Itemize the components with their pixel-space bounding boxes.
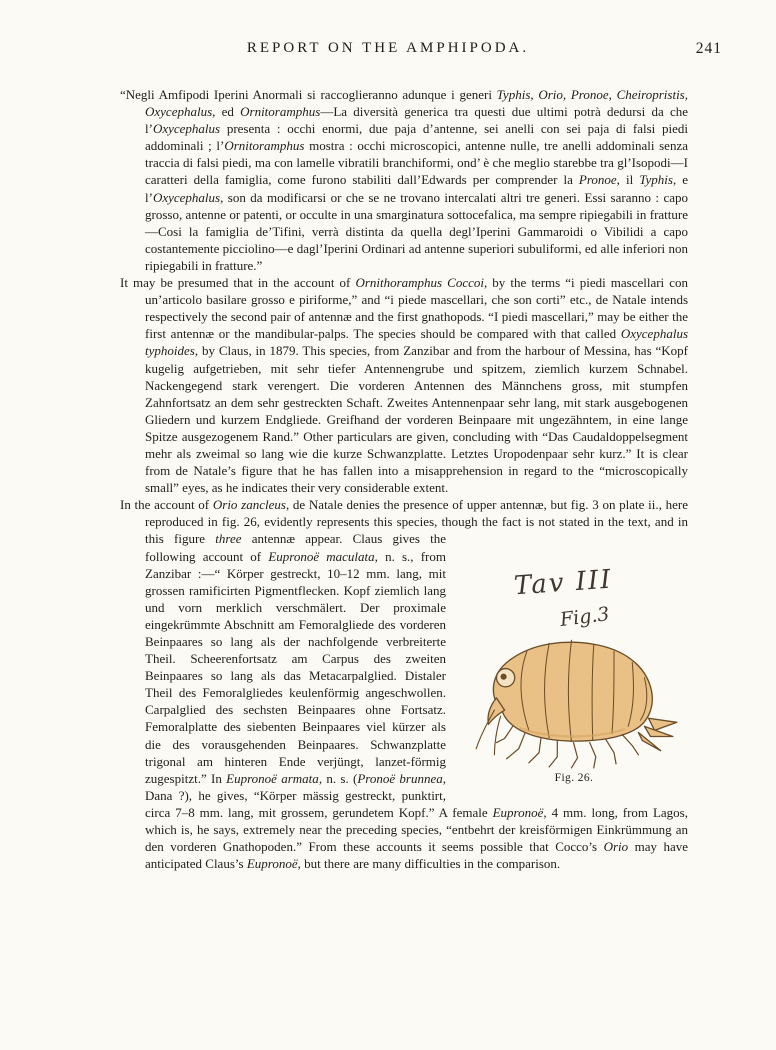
page-title: REPORT ON THE AMPHIPODA. <box>246 40 530 56</box>
amphipod-uropod-1 <box>648 719 676 731</box>
amphipod-body <box>488 643 677 751</box>
page-body <box>120 86 688 872</box>
figure-fig3-label: Fig.3 <box>558 603 611 632</box>
paragraph-italian-quote: “Negli Amfipodi Iperini Anormali si raccoglieranno adunque i generi Typhis, Orio, Pronoe, Cheiropristis, Oxycephalus, ed Ornitoramphus—La diversità generica tra questi due ultimi potrà dedursi da che l’Oxycephalus presenta : occhi enormi, due paja d’antenne, sei anelli con sei paja di falsi piedi addominali ; l’Ornitoramphus mostra : occhi microscopici, antenne nulle, tre anelli addominali senza traccia di falsi piedi, ma con lamelle vibratili branchiformi, ond’ è che meglio starebbe tra gl’Isopodi—I caratteri della famiglia, come furono stabiliti dall’Edwards per comprender la Pronoe, il Typhis, e l’Oxycephalus, son da modificarsi or che se ne trovano intercalati altri tre generi. Essi saranno : capo grosso, antenne or patenti, or occulte in una smarginatura sottocefalica, ma sempre ripiegabili in fratture—Cosi la famiglia de’Tifini, verrà distinta da quella degl’Iperini Gammaroidi o Vibilidi a capo costantemente picciolino—e dagl’Iperini Ordinari ad antenne superiori subuliformi, ed alle inferiori non ripiegabili in fratture.” <box>120 87 688 273</box>
figure-26 <box>460 533 688 787</box>
amphipod-eye <box>496 669 514 687</box>
paragraph-ornithoramphus: It may be presumed that in the account of Ornithoramphus Coccoi, by the terms “i piedi mascellari con un’articolo basilare grosso e piriforme,” and “i piede mascellari, che son corti” etc., de Natale intends respectively the second pair of antennæ and the first gnathopods. “I piedi mascellari,” may be either the first antennæ or the mandibular-palps. The species should be compared with that called Oxycephalus typhoides, by Claus, in 1879. This species, from Zanzibar and from the harbour of Messina, has “Kopf kugelig aufgetrieben, mit sehr tiefer Antennengrube und spitzem, ziemlich kurzem Schnabel. Nackengegend stark verengert. Die vorderen Antennen des Männchens gross, mit stumpfen Zahnfortsatz an dem sehr gestreckten Schaft. Zweites Antennenpaar sehr lang, mit stark ausgebogenen Gliedern und kurzem Endgliede. Greifhand der vorderen Beinpaare mit ungezähntem, in eine lange Spitze ausgezogenem Rand.” Other particulars are given, concluding with “Das Caudaldoppelsegment mehr als zweimal so lang wie die kurze Schwanzplatte. Letztes Uropodenpaar sehr kurz.” It is clear from de Natale’s figure that he has fallen into a misapprehension in regard to the “microscopically small” eyes, as he indicates their very considerable extent. <box>120 275 689 496</box>
page-number: 241 <box>695 40 722 57</box>
paragraph-text-after-figure: stated in the text, and in this figure three antennæ appear. Claus gives the following account of Eupronoë maculata, n. s., from Zanzibar :—“ Körper gestreckt, 10–12 mm. lang, mit grossen ramificirten Pigmentflecken. Kopf ziemlich lang und vorn merklich verschmälert. Der proximale eingekrümmte Abschnitt am Femoralgliede des vorderen Beinpaares so lang als der nachfolgende verbreiterte Theil. Scheerenfortsatz am Carpus des zweiten Beinpaares so lang als das Metacarpalglied. Distaler Theil des Femoralgliedes keulenförmig angeschwollen. Carpalglied des sechsten Beinpaares ohne Fortsatz. Femoralplatte des siebenten Beinpaares viel kürzer als die des vorausgehenden Beinpaares. Schwanzplatte trigonal am hinteren Ende verjüngt, lanzet-förmig zugespitzt.” In Eupronoë armata, n. s. (Pronoë brunnea, Dana ?), he gives, “Körper mässig gestreckt, punktirt, circa 7–8 mm. lang, mit grossem, gerundetem Kopf.” A female Eupronoë, 4 mm. long, from Lagos, which is, he says, extremely near the preceding species, “entbehrt der kreisförmigen Einkrümmung an den vorderen Gnathopoden.” From these accounts it seems possible that Cocco’s Orio may have anticipated Claus’s Eupronoë, but there are many difficulties in the comparison. <box>145 514 689 872</box>
paragraph-text-before-figure: In the account of Orio zancleus, de Natale denies the presence of upper antennæ, but fig. 3 on plate ii., here reproduced in fig. 26, evidently represents this species, though the fact is not <box>120 497 688 530</box>
amphipod-drawing-group <box>476 641 677 769</box>
amphipod-illustration <box>460 629 688 771</box>
figure-plate-label: Tav III <box>513 565 614 602</box>
figure-caption: Fig. 26. <box>554 772 594 785</box>
running-head <box>0 40 776 62</box>
paragraph-orio-zancleus <box>120 496 688 872</box>
